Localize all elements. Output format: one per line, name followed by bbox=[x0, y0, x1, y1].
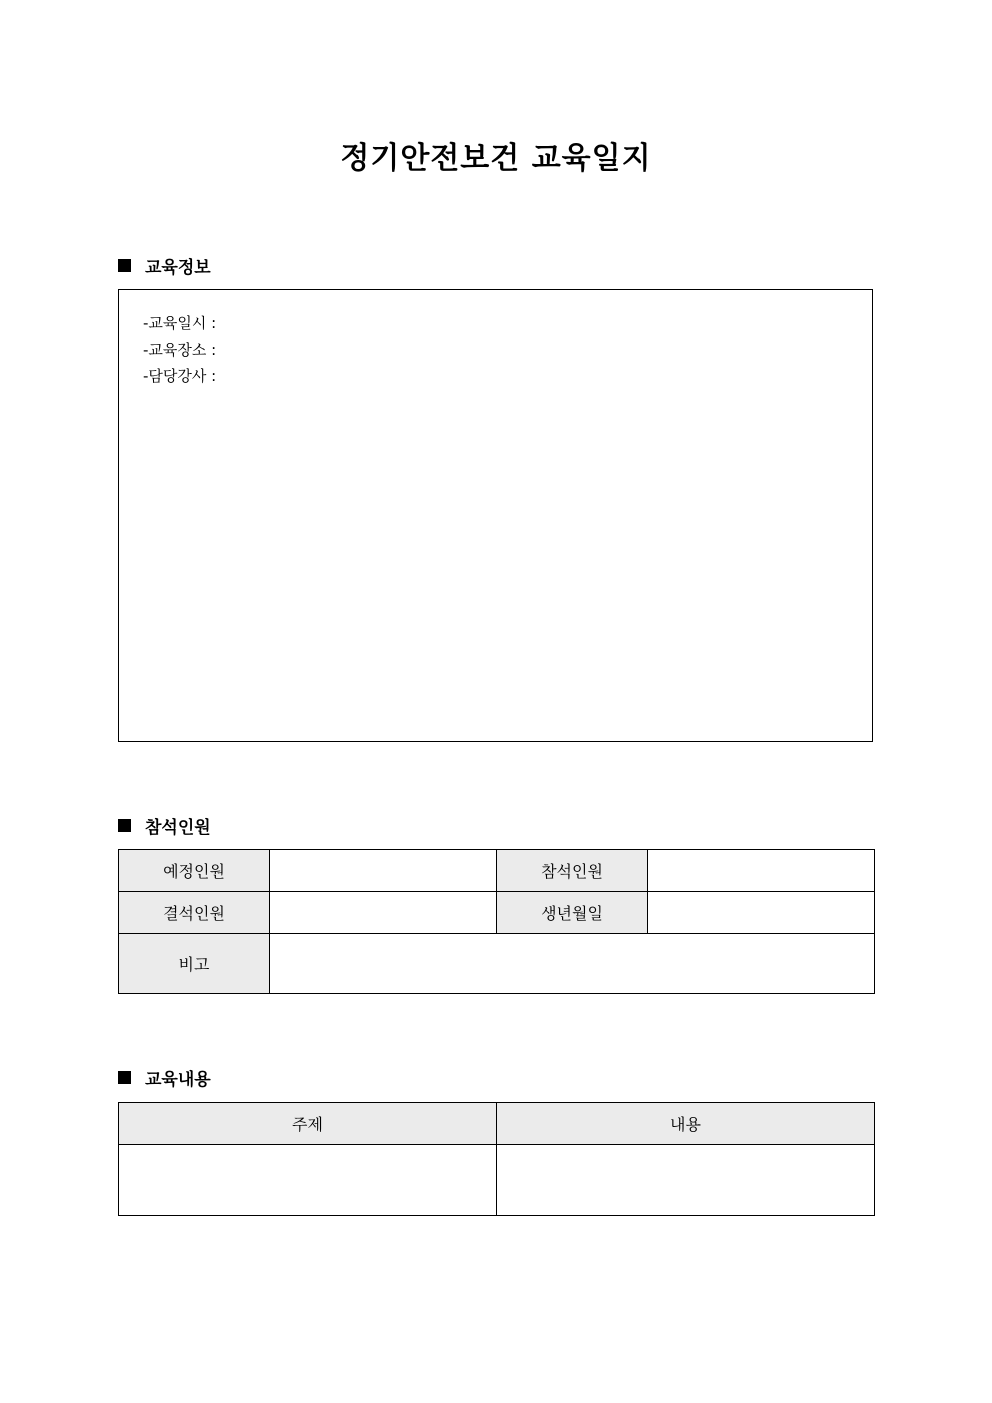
table-row bbox=[119, 934, 875, 994]
section-heading-content bbox=[118, 1065, 211, 1089]
section-heading-label: 교육정보 bbox=[145, 257, 211, 278]
table-row bbox=[119, 850, 875, 892]
planned-value-cell[interactable] bbox=[270, 850, 497, 892]
planned-label: 예정인원 bbox=[119, 850, 270, 892]
info-line-date bbox=[143, 310, 216, 337]
remarks-label: 비고 bbox=[119, 934, 270, 994]
birthdate-label: 생년월일 bbox=[497, 892, 648, 934]
attended-label: 참석인원 bbox=[497, 850, 648, 892]
info-line-instructor bbox=[143, 363, 216, 390]
content-cell[interactable] bbox=[497, 1145, 875, 1216]
topic-header: 주제 bbox=[119, 1103, 497, 1145]
black-square-icon bbox=[118, 819, 131, 832]
info-separator: : bbox=[211, 367, 217, 385]
attended-value-cell[interactable] bbox=[648, 850, 875, 892]
info-label: -교육장소 bbox=[143, 340, 207, 359]
attendees-table bbox=[118, 849, 875, 994]
topic-cell[interactable] bbox=[119, 1145, 497, 1216]
black-square-icon bbox=[118, 259, 131, 272]
birthdate-value-cell[interactable] bbox=[648, 892, 875, 934]
absent-value-cell[interactable] bbox=[270, 892, 497, 934]
page-title: 정기안전보건 교육일지 bbox=[340, 141, 652, 176]
remarks-value-cell[interactable] bbox=[270, 934, 875, 994]
content-header: 내용 bbox=[497, 1103, 875, 1145]
table-row bbox=[119, 892, 875, 934]
info-separator: : bbox=[211, 314, 217, 332]
info-lines bbox=[143, 310, 216, 390]
table-header-row bbox=[119, 1103, 875, 1145]
content-table bbox=[118, 1102, 875, 1216]
absent-label: 결석인원 bbox=[119, 892, 270, 934]
table-row bbox=[119, 1145, 875, 1216]
info-label: -담당강사 bbox=[143, 367, 207, 385]
info-label: -교육일시 bbox=[143, 314, 207, 332]
section-heading-attendees bbox=[118, 813, 211, 837]
info-separator: : bbox=[211, 340, 217, 359]
education-info-box[interactable] bbox=[118, 289, 873, 742]
section-heading-label: 교육내용 bbox=[145, 1069, 211, 1090]
section-heading-info bbox=[118, 253, 211, 277]
section-heading-label: 참석인원 bbox=[145, 817, 211, 838]
black-square-icon bbox=[118, 1071, 131, 1084]
info-line-place bbox=[143, 337, 216, 364]
